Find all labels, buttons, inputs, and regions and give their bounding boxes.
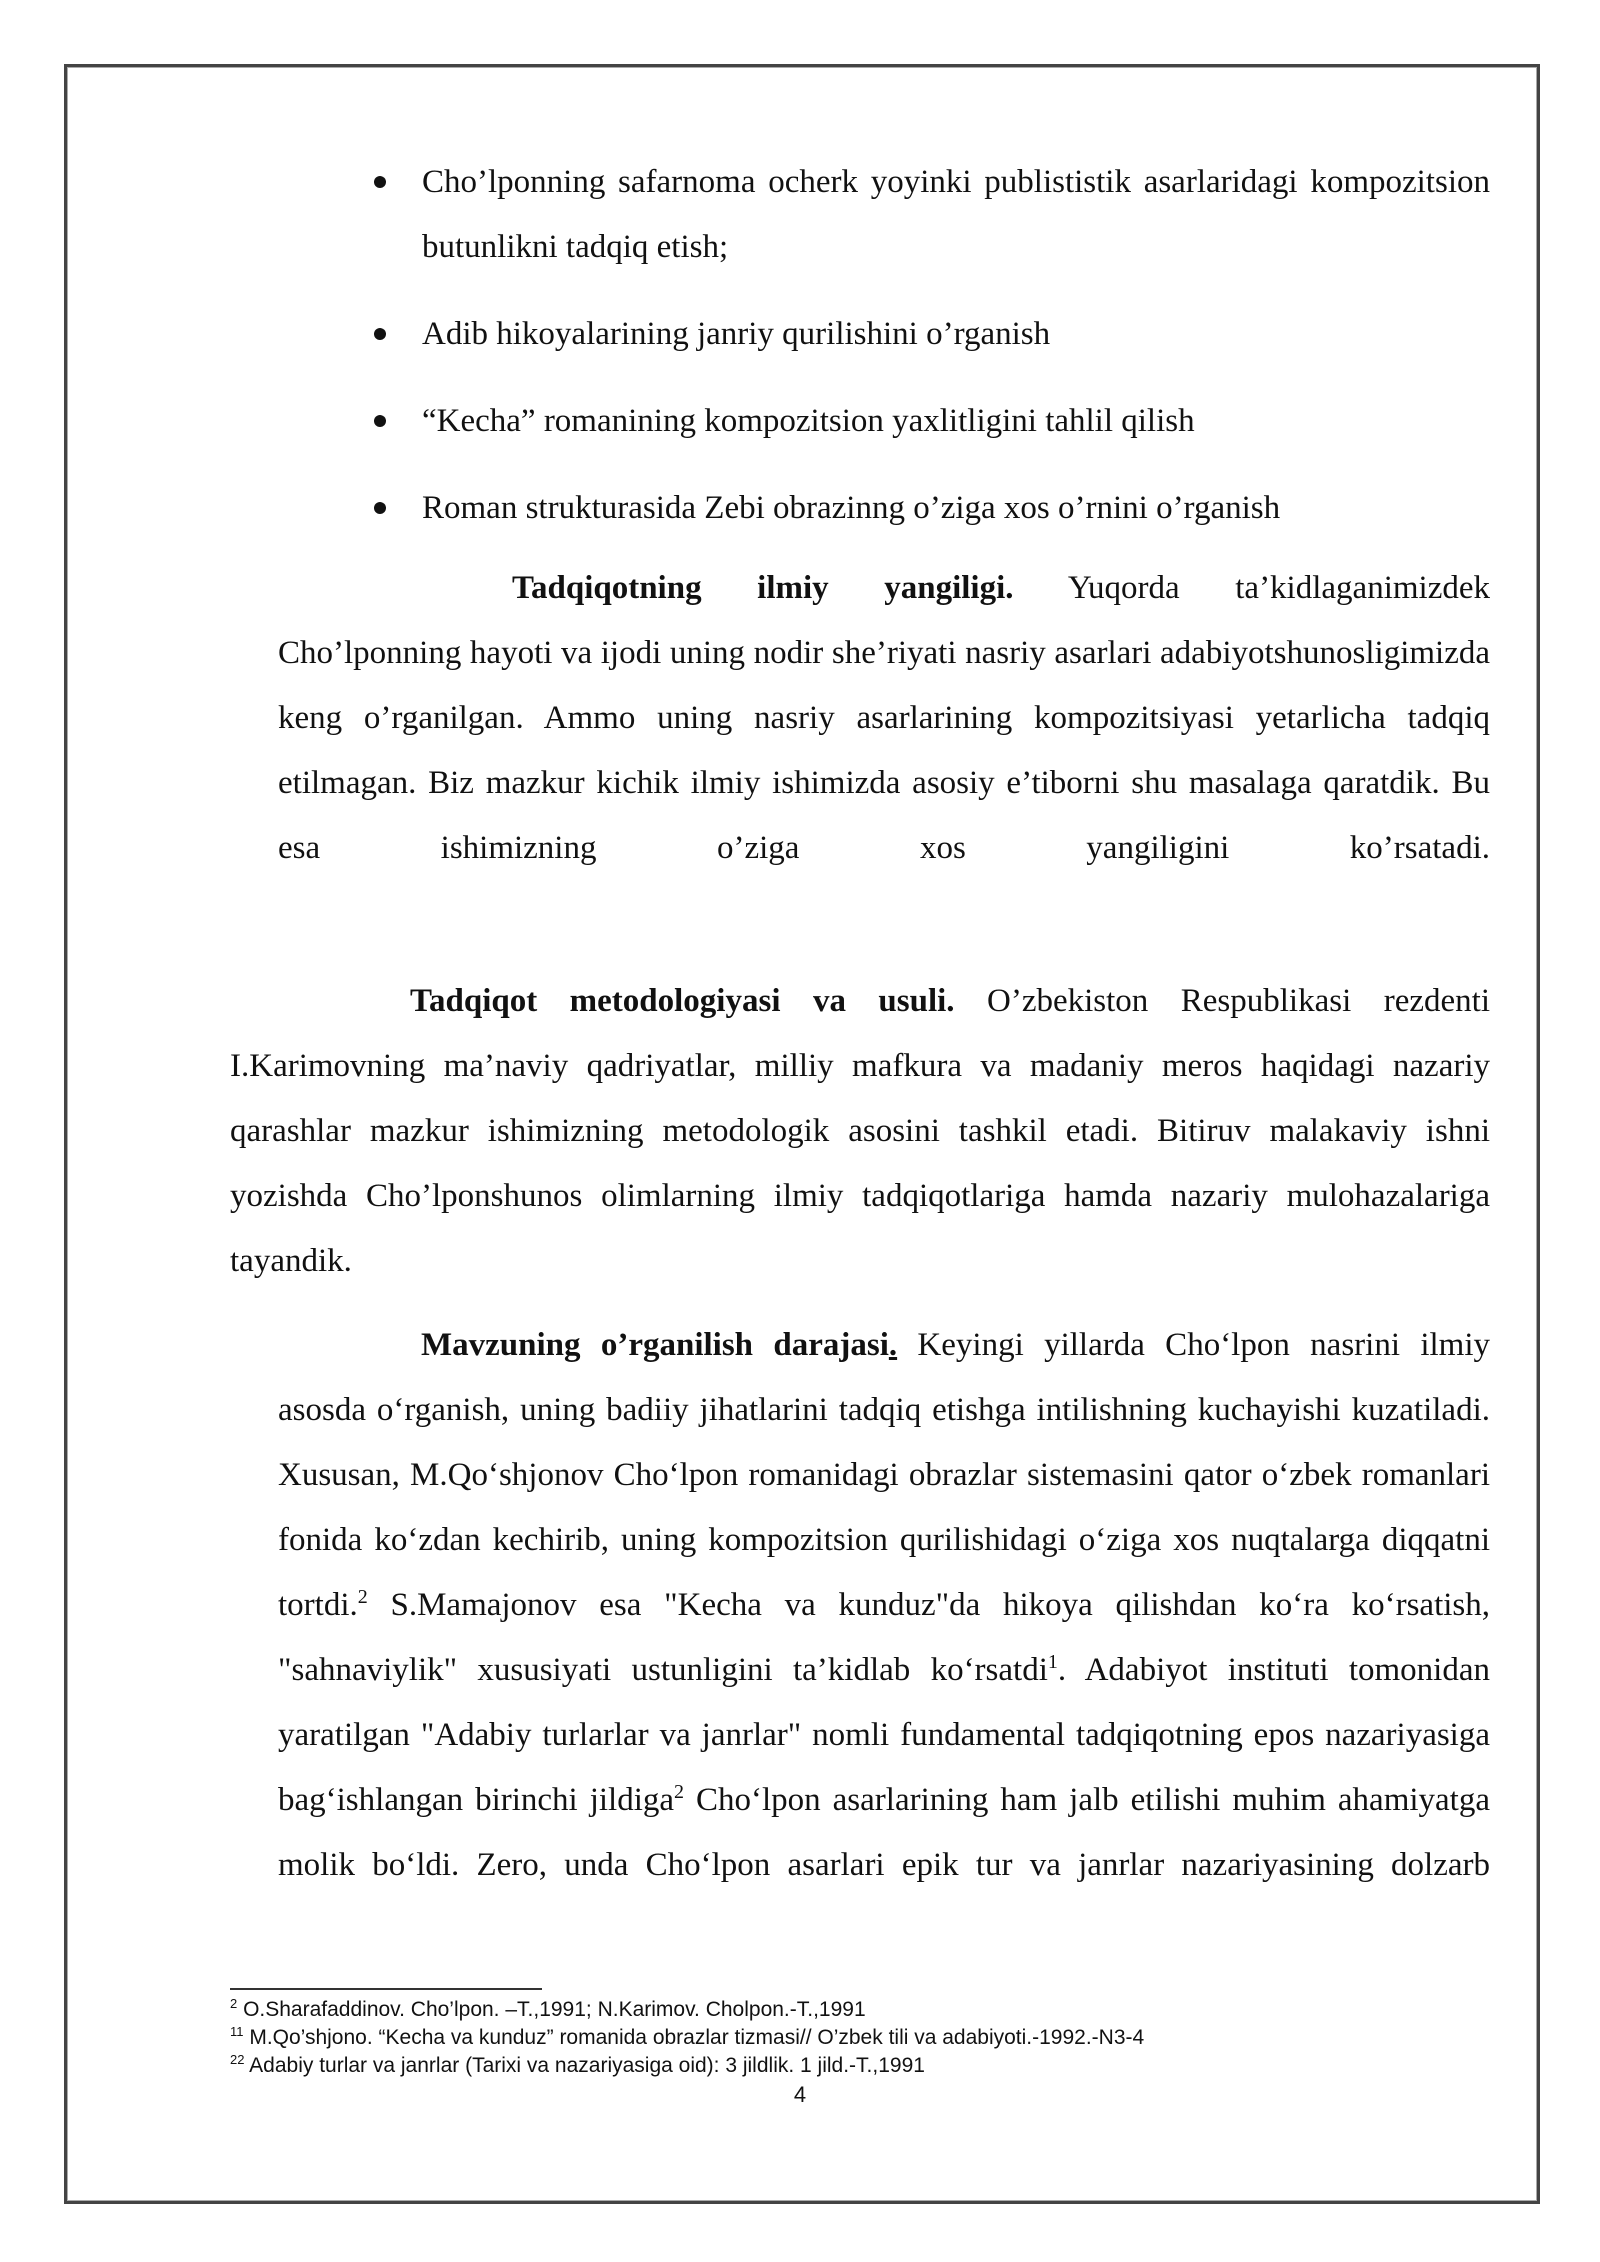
list-item: Roman strukturasida Zebi obrazinng o’ziga xos o’rnini o’rganish — [370, 476, 1490, 541]
study-degree-text-2: S.Mamajonov esa "Kecha va kunduz"da hikoya qilishdan ko‘ra ko‘rsatish, "sahnaviylik" xususiyati ustunligini ta’kidlab ko‘rsatdi — [278, 1587, 1490, 1688]
study-degree-heading-dot: . — [888, 1327, 898, 1363]
objectives-list — [370, 150, 1490, 563]
footnote-ref: 2 — [674, 1781, 685, 1803]
study-degree-text-4: Cho‘lpon asarlarining ham jalb etilishi muhim ahamiyatga molik bo‘ldi. Zero, unda Cho‘lpon asarlari epik tur va janrlar nazariyasining dolzarb — [278, 1782, 1491, 1883]
list-item: Adib hikoyalarining janriy qurilishini o’rganish — [370, 302, 1490, 367]
footnote-separator — [230, 1988, 542, 1990]
methodology-heading: Tadqiqot metodologiyasi va usuli. — [410, 983, 955, 1019]
list-item: Cho’lponning safarnoma ocherk yoyinki publististik asarlaridagi kompozitsion butunlikni tadqiq etish; — [370, 150, 1490, 280]
novelty-heading: Tadqiqotning ilmiy yangiligi. — [512, 570, 1014, 606]
page-number: 4 — [793, 2082, 807, 2107]
footnote-ref: 2 — [357, 1586, 368, 1608]
footnote — [230, 2024, 1490, 2052]
footnote-mark: 22 — [230, 2052, 245, 2067]
footnotes — [230, 1996, 1490, 2080]
study-degree-heading: Mavzuning o’rganilish darajasi — [421, 1327, 889, 1363]
footnote-ref: 1 — [1047, 1651, 1058, 1673]
footnote-text: M.Qo’shjono. “Kecha va kunduz” romanida obrazlar tizmasi// O’zbek tili va adabiyoti.-1992.-N3-4 — [243, 2026, 1145, 2049]
novelty-text: Yuqorda ta’kidlaganimizdek Cho’lponning hayoti va ijodi uning nodir she’riyati nasriy asarlari adabiyotshunosligimizda keng o’rganilgan. Ammo uning nasriy asarlarining kompozitsiyasi yetarlicha tadqiq etilmagan. Biz mazkur kichik ilmiy ishimizda asosiy e’tiborni shu masalaga qaratdik. Bu esa ishimizning o’ziga xos yangiligini ko’rsatadi. — [278, 570, 1490, 866]
footnote-text: Adabiy turlar va janrlar (Tarixi va nazariyasiga oid): 3 jildlik. 1 jild.-T.,1991 — [244, 2054, 925, 2077]
novelty-paragraph — [278, 556, 1490, 946]
footnote — [230, 2052, 1490, 2080]
list-item: “Kecha” romanining kompozitsion yaxlitligini tahlil qilish — [370, 389, 1490, 454]
methodology-text: O’zbekiston Respublikasi rezdenti I.Karimovning ma’naviy qadriyatlar, milliy mafkura va madaniy meros haqidagi nazariy qarashlar mazkur ishimizning metodologik asosini tashkil etadi. Bitiruv malakaviy ishni yozishda Cho’lponshunos olimlarning ilmiy tadqiqotlariga hamda nazariy mulohazalariga tayandik. — [230, 983, 1490, 1279]
footnote-mark: 11 — [230, 2024, 244, 2039]
footnote — [230, 1996, 1490, 2024]
methodology-paragraph — [230, 969, 1490, 1359]
footnote-text: O.Sharafaddinov. Cho’lpon. –T.,1991; N.Karimov. Cholpon.-T.,1991 — [237, 1998, 866, 2021]
study-degree-paragraph — [278, 1313, 1490, 1963]
footnote-mark: 2 — [230, 1996, 238, 2011]
study-degree-text-3: . Adabiyot instituti tomonidan yaratilgan "Adabiy turlarlar va janrlar" nomli fundamental tadqiqotning epos nazariyasiga bag‘ishlangan birinchi jildiga — [278, 1652, 1491, 1818]
study-degree-text-1: Keyingi yillarda Cho‘lpon nasrini ilmiy asosda o‘rganish, uning badiiy jihatlarini tadqiq etishga intilishning kuchayishi kuzatiladi. Xususan, M.Qo‘shjonov Cho‘lpon romanidagi obrazlar sistemasini qator o‘zbek romanlari fonida ko‘zdan kechirib, uning kompozitsion qurilishidagi o‘ziga xos nuqtalarga diqqatni tortdi. — [278, 1327, 1490, 1623]
